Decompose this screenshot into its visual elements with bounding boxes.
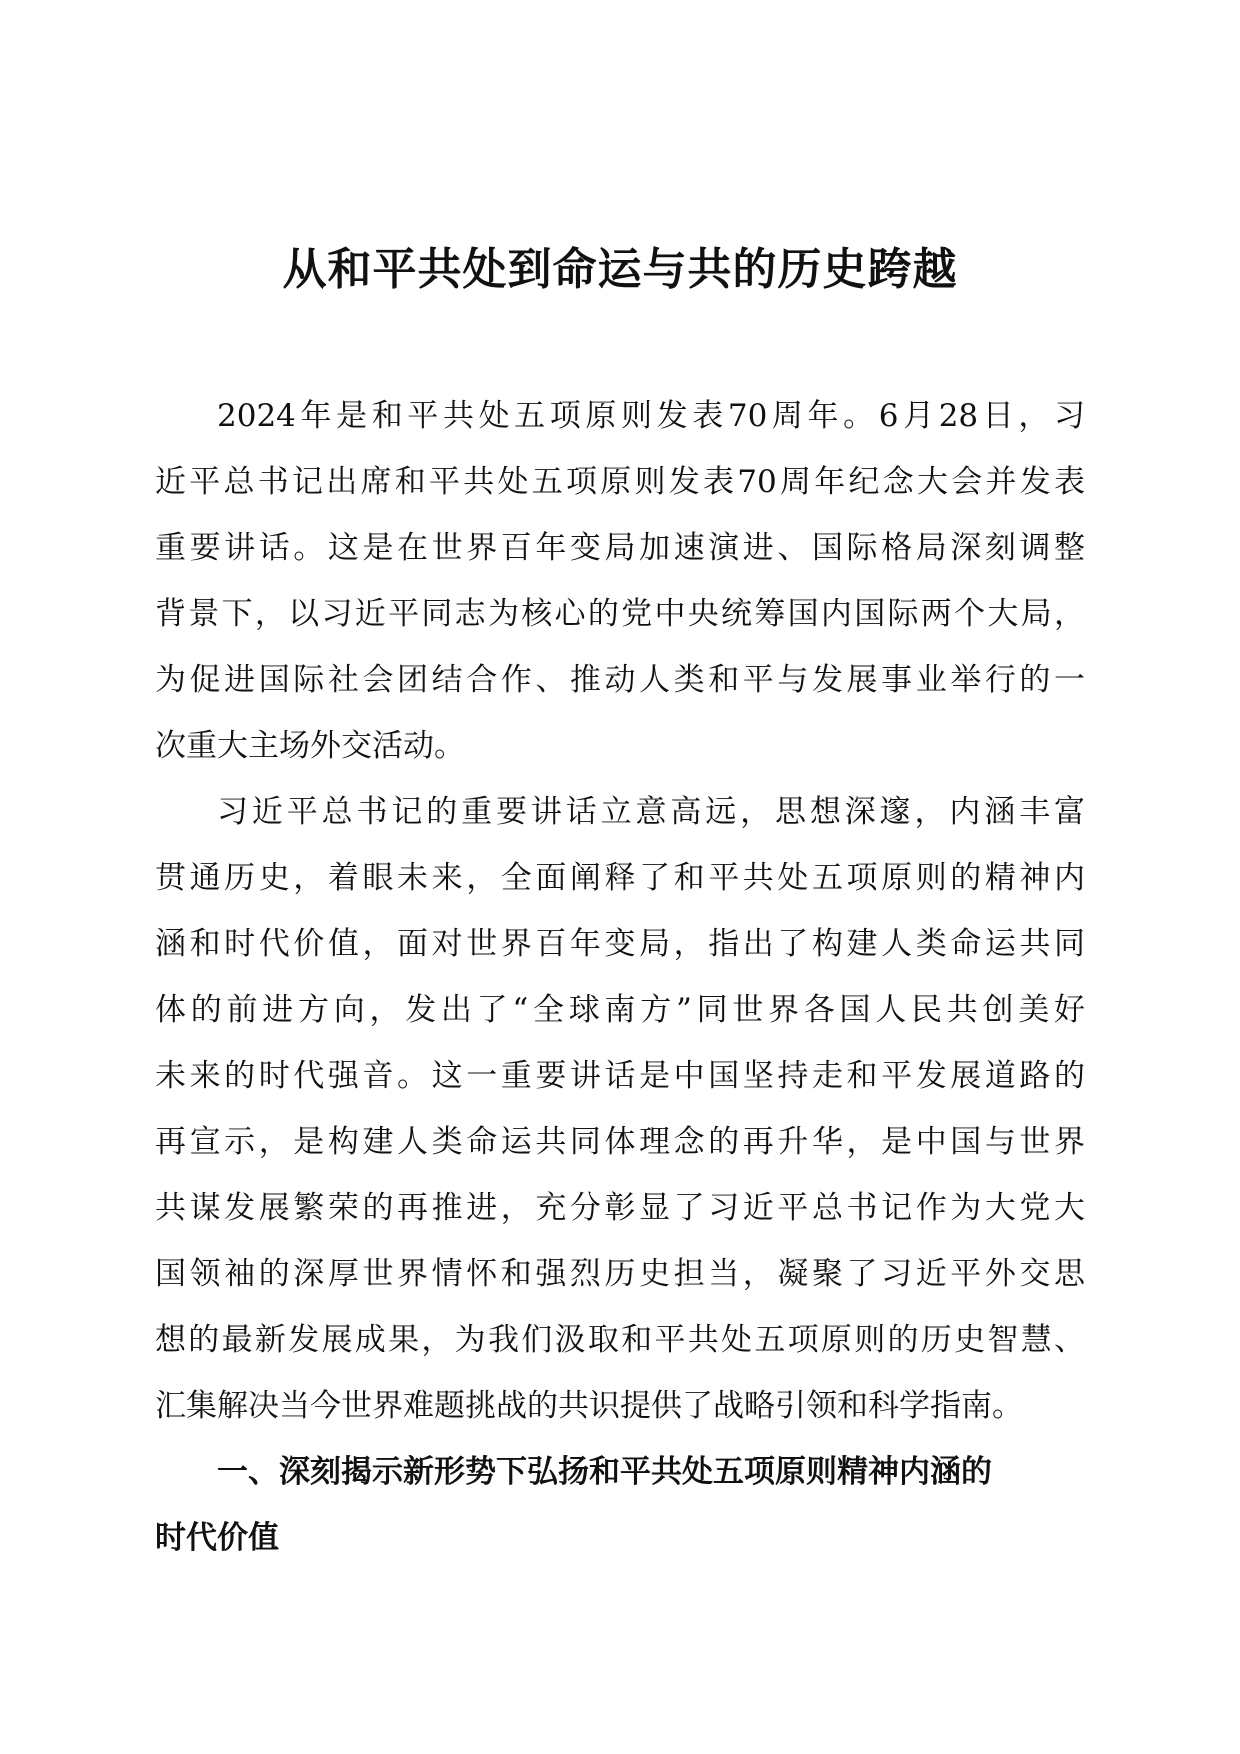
paragraph-line: 未来的时代强音。这一重要讲话是中国坚持走和平发展道路的 — [155, 1058, 1085, 1094]
paragraph-line: 体的前进方向，发出了“全球南方”同世界各国人民共创美好 — [155, 992, 1085, 1028]
paragraph-1 — [155, 383, 1085, 779]
body-text — [155, 383, 1085, 1571]
paragraph-line: 再宣示，是构建人类命运共同体理念的再升华，是中国与世界 — [155, 1124, 1085, 1160]
section-heading-line: 一、深刻揭示新形势下弘扬和平共处五项原则精神内涵的 — [217, 1454, 992, 1490]
section-heading — [155, 1439, 1085, 1571]
paragraph-line: 汇集解决当今世界难题挑战的共识提供了战略引领和科学指南。 — [155, 1388, 1023, 1424]
paragraph-line: 为促进国际社会团结合作、推动人类和平与发展事业举行的一 — [155, 662, 1085, 698]
paragraph-line: 共谋发展繁荣的再推进，充分彰显了习近平总书记作为大党大 — [155, 1190, 1085, 1226]
paragraph-2 — [155, 779, 1085, 1439]
paragraph-line: 2024年是和平共处五项原则发表70周年。6月28日，习 — [217, 398, 1085, 434]
paragraph-line: 国领袖的深厚世界情怀和强烈历史担当，凝聚了习近平外交思 — [155, 1256, 1085, 1292]
paragraph-line: 重要讲话。这是在世界百年变局加速演进、国际格局深刻调整 — [155, 530, 1085, 566]
section-heading-line: 时代价值 — [155, 1520, 279, 1556]
page-title: 从和平共处到命运与共的历史跨越 — [282, 244, 958, 295]
paragraph-line: 近平总书记出席和平共处五项原则发表70周年纪念大会并发表 — [155, 464, 1085, 500]
paragraph-line: 次重大主场外交活动。 — [155, 728, 465, 764]
paragraph-line: 想的最新发展成果，为我们汲取和平共处五项原则的历史智慧、 — [155, 1322, 1085, 1358]
paragraph-line: 贯通历史，着眼未来，全面阐释了和平共处五项原则的精神内 — [155, 860, 1085, 896]
paragraph-line: 涵和时代价值，面对世界百年变局，指出了构建人类命运共同 — [155, 926, 1085, 962]
paragraph-line: 习近平总书记的重要讲话立意高远，思想深邃，内涵丰富 — [217, 794, 1085, 830]
paragraph-line: 背景下，以习近平同志为核心的党中央统筹国内国际两个大局， — [155, 596, 1085, 632]
